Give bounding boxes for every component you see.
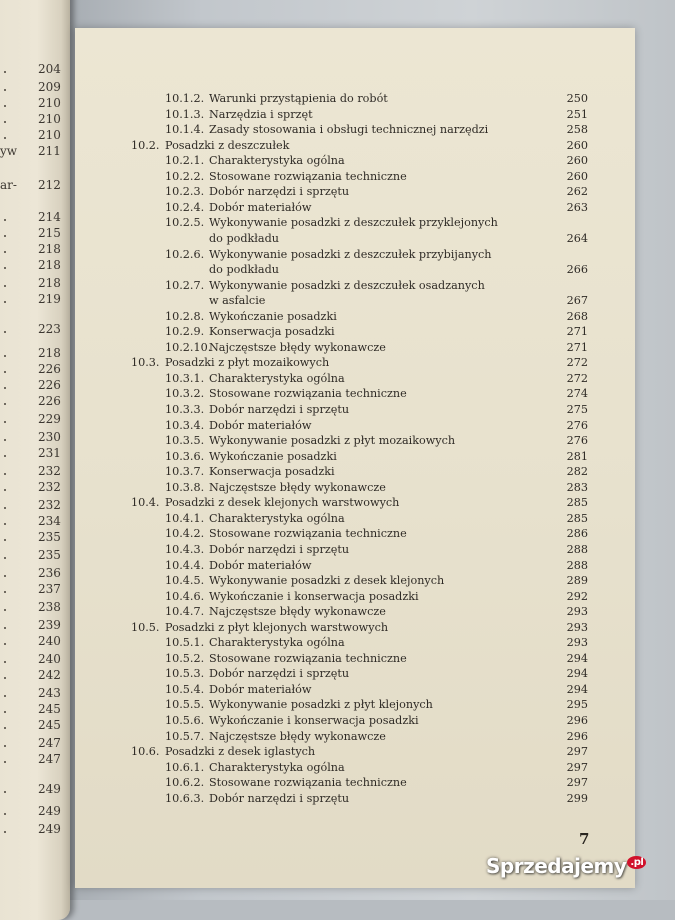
toc-title: Zasady stosowania i obsługi technicznej narzędzi	[209, 123, 489, 137]
toc-entry	[165, 776, 588, 791]
toc-page-number: 258	[566, 123, 588, 137]
left-toc-page-number: 231	[38, 446, 61, 460]
leader-dot	[4, 355, 6, 357]
toc-title: Charakterystyka ogólna	[209, 154, 345, 168]
left-toc-page-number: 237	[38, 582, 61, 596]
toc-entry	[165, 201, 588, 216]
toc-number: 10.5.2.	[165, 651, 205, 665]
left-toc-page-number: 232	[38, 498, 61, 512]
toc-number: 10.4.2.	[165, 527, 205, 541]
toc-entry	[165, 294, 588, 309]
toc-number: 10.6.	[131, 745, 160, 759]
toc-title: w asfalcie	[209, 294, 266, 308]
left-toc-page-number: 212	[38, 178, 61, 192]
left-toc-page-number: 226	[38, 378, 61, 392]
toc-title: Charakterystyka ogólna	[209, 636, 345, 650]
toc-entry	[165, 605, 588, 620]
toc-page-number: 292	[566, 589, 588, 603]
toc-entry	[165, 216, 588, 231]
toc-entry	[165, 543, 588, 558]
left-toc-page-number: 249	[38, 822, 61, 836]
toc-page-number: 272	[566, 356, 588, 370]
toc-page-number: 281	[566, 449, 588, 463]
leader-dot	[4, 727, 6, 729]
leader-dot	[4, 745, 6, 747]
toc-entry	[165, 698, 588, 713]
left-toc-page-number: 234	[38, 514, 61, 528]
toc-title: Dobór narzędzi i sprzętu	[209, 542, 350, 556]
toc-page-number: 271	[566, 340, 588, 354]
toc-entry	[165, 232, 588, 247]
leader-dot	[4, 421, 6, 423]
toc-title: Najczęstsze błędy wykonawcze	[209, 340, 386, 354]
toc-number: 10.6.1.	[165, 760, 205, 774]
toc-page-number: 285	[566, 496, 588, 510]
toc-entry	[165, 465, 588, 480]
toc-entry	[165, 481, 588, 496]
leader-dot	[4, 489, 6, 491]
left-toc-page-number: 218	[38, 242, 61, 256]
toc-number: 10.4.3.	[165, 542, 205, 556]
toc-number: 10.5.3.	[165, 667, 205, 681]
toc-entry	[165, 559, 588, 574]
toc-title: Charakterystyka ogólna	[209, 511, 345, 525]
toc-number: 10.5.5.	[165, 698, 205, 712]
toc-entry	[165, 450, 588, 465]
toc-entry	[165, 123, 588, 138]
toc-page-number: 295	[566, 698, 588, 712]
toc-page-number: 276	[566, 418, 588, 432]
toc-page-number: 250	[566, 92, 588, 105]
toc-title: Posadzki z deszczułek	[165, 138, 290, 152]
toc-number: 10.2.6.	[165, 247, 205, 261]
toc-entry	[131, 621, 588, 636]
leader-dot	[4, 711, 6, 713]
toc-title: Narzędzia i sprzęt	[209, 107, 313, 121]
leader-dot	[4, 791, 6, 793]
leader-dot	[4, 455, 6, 457]
left-toc-fragment: ar-	[0, 178, 17, 192]
leader-dot	[4, 507, 6, 509]
left-toc-page-number: 235	[38, 530, 61, 544]
toc-title: Stosowane rozwiązania techniczne	[209, 776, 407, 790]
toc-page-number: 260	[566, 154, 588, 168]
toc-title: Dobór materiałów	[209, 418, 312, 432]
toc-number: 10.3.6.	[165, 449, 205, 463]
toc-title: Wykończanie i konserwacja posadzki	[209, 714, 419, 727]
left-toc-page-number: 232	[38, 464, 61, 478]
leader-dot	[4, 609, 6, 611]
toc-page-number: 274	[566, 387, 588, 401]
toc-number: 10.4.1.	[165, 511, 205, 525]
left-toc-page-number: 210	[38, 128, 61, 142]
toc-number: 10.2.3.	[165, 185, 205, 199]
toc-title: Charakterystyka ogólna	[209, 371, 345, 385]
toc-page-number: 263	[566, 200, 588, 214]
toc-title: Dobór narzędzi i sprzętu	[209, 667, 350, 681]
left-toc-page-number: 235	[38, 548, 61, 562]
toc-entry	[165, 574, 588, 589]
toc-title: Posadzki z desek iglastych	[165, 745, 316, 759]
left-toc-page-number: 226	[38, 394, 61, 408]
leader-dot	[4, 89, 6, 91]
toc-page-number: 266	[566, 263, 588, 277]
toc-entry	[165, 185, 588, 200]
toc-number: 10.2.9.	[165, 325, 205, 339]
left-toc-page-number: 210	[38, 96, 61, 110]
leader-dot	[4, 523, 6, 525]
toc-entry	[165, 325, 588, 340]
toc-number: 10.6.3.	[165, 791, 205, 805]
toc-title: Stosowane rozwiązania techniczne	[209, 387, 407, 401]
leader-dot	[4, 539, 6, 541]
left-page	[0, 0, 70, 920]
leader-dot	[4, 661, 6, 663]
toc-page-number: 260	[566, 138, 588, 152]
leader-dot	[4, 285, 6, 287]
toc-number: 10.3.7.	[165, 465, 205, 479]
toc-title: Najczęstsze błędy wykonawcze	[209, 605, 386, 619]
toc-page-number: 260	[566, 169, 588, 183]
toc-title: Posadzki z desek klejonych warstwowych	[165, 496, 400, 510]
toc-page-number: 297	[566, 760, 588, 774]
toc-title: Dobór materiałów	[209, 200, 312, 214]
toc-page-number: 294	[566, 682, 588, 696]
toc-number: 10.1.3.	[165, 107, 205, 121]
toc-title: Stosowane rozwiązania techniczne	[209, 169, 407, 183]
left-toc-page-number: 243	[38, 686, 61, 700]
toc-page-number: 283	[566, 480, 588, 494]
left-toc-page-number: 247	[38, 752, 61, 766]
toc-entry	[165, 263, 588, 278]
toc-title: Najczęstsze błędy wykonawcze	[209, 480, 386, 494]
toc-page-number: 271	[566, 325, 588, 339]
toc-title: Wykonywanie posadzki z deszczułek przybijanych	[209, 247, 492, 261]
toc-title: Wykonywanie posadzki z deszczułek przyklejonych	[209, 216, 498, 230]
toc-entry	[165, 590, 588, 605]
leader-dot	[4, 301, 6, 303]
leader-dot	[4, 695, 6, 697]
toc-number: 10.2.4.	[165, 200, 205, 214]
toc-page-number: 268	[566, 309, 588, 323]
toc-entry	[165, 279, 588, 294]
left-toc-page-number: 218	[38, 258, 61, 272]
toc-page-number: 288	[566, 542, 588, 556]
toc-title: Wykonywanie posadzki z desek klejonych	[209, 574, 445, 588]
toc-number: 10.3.2.	[165, 387, 205, 401]
sprzedajemy-watermark	[486, 854, 646, 878]
left-toc-page-number: 214	[38, 210, 61, 224]
left-toc-page-number: 226	[38, 362, 61, 376]
left-toc-page-number: 218	[38, 276, 61, 290]
toc-page-number: 275	[566, 403, 588, 416]
leader-dot	[4, 371, 6, 373]
leader-dot	[4, 627, 6, 629]
toc-entry	[165, 154, 588, 169]
toc-title: Stosowane rozwiązania techniczne	[209, 651, 407, 665]
left-toc-page-number: 232	[38, 480, 61, 494]
left-toc-page-number: 240	[38, 634, 61, 648]
toc-number: 10.2.7.	[165, 278, 205, 292]
toc-entry	[165, 387, 588, 402]
toc-title: do podkładu	[209, 231, 279, 245]
left-toc-page-number: 247	[38, 736, 61, 750]
toc-page-number: 282	[566, 465, 588, 479]
leader-dot	[4, 761, 6, 763]
toc-title: do podkładu	[209, 263, 279, 277]
toc-title: Konserwacja posadzki	[209, 325, 335, 339]
toc-number: 10.3.8.	[165, 480, 205, 494]
leader-dot	[4, 643, 6, 645]
left-toc-page-number: 249	[38, 804, 61, 818]
toc-title: Wykonywanie posadzki z płyt klejonych	[209, 698, 433, 712]
toc-entry	[165, 512, 588, 527]
toc-number: 10.2.2.	[165, 169, 205, 183]
toc-entry	[131, 496, 588, 511]
leader-dot	[4, 387, 6, 389]
toc-page-number: 251	[566, 107, 588, 121]
leader-dot	[4, 557, 6, 559]
toc-title: Wykończanie i konserwacja posadzki	[209, 589, 419, 603]
leader-dot	[4, 105, 6, 107]
toc-number: 10.1.2.	[165, 92, 205, 105]
toc-title: Warunki przystąpienia do robót	[209, 92, 388, 105]
toc-entry	[165, 792, 588, 807]
left-toc-page-number: 218	[38, 346, 61, 360]
toc-title: Wykonywanie posadzki z deszczułek osadzanych	[209, 278, 485, 292]
toc-number: 10.4.	[131, 496, 160, 510]
toc-number: 10.3.3.	[165, 403, 205, 416]
toc-page-number: 296	[566, 729, 588, 743]
toc-page-number: 264	[566, 231, 588, 245]
toc-entry	[165, 92, 588, 107]
toc-number: 10.3.1.	[165, 371, 205, 385]
toc-number: 10.3.4.	[165, 418, 205, 432]
toc-page-number: 285	[566, 511, 588, 525]
toc-number: 10.5.6.	[165, 714, 205, 727]
toc-entry	[165, 372, 588, 387]
toc-number: 10.6.2.	[165, 776, 205, 790]
toc-page-number: 296	[566, 714, 588, 727]
leader-dot	[4, 403, 6, 405]
toc-title: Wykończanie posadzki	[209, 309, 337, 323]
toc-number: 10.4.5.	[165, 574, 205, 588]
toc-entry	[165, 310, 588, 325]
toc-entry	[165, 667, 588, 682]
toc-title: Charakterystyka ogólna	[209, 760, 345, 774]
toc-entry	[165, 730, 588, 745]
leader-dot	[4, 121, 6, 123]
toc-entry	[165, 434, 588, 449]
left-toc-page-number: 249	[38, 782, 61, 796]
leader-dot	[4, 575, 6, 577]
toc-entry	[165, 248, 588, 263]
toc-number: 10.5.4.	[165, 682, 205, 696]
leader-dot	[4, 219, 6, 221]
left-toc-page-number: 236	[38, 566, 61, 580]
toc-number: 10.4.6.	[165, 589, 205, 603]
leader-dot	[4, 813, 6, 815]
toc-page-number: 297	[566, 776, 588, 790]
watermark-tld: .pl	[627, 856, 646, 869]
left-toc-page-number: 229	[38, 412, 61, 426]
right-page	[75, 28, 635, 888]
toc-page-number: 272	[566, 371, 588, 385]
leader-dot	[4, 439, 6, 441]
leader-dot	[4, 137, 6, 139]
left-toc-page-number: 210	[38, 112, 61, 126]
toc-entry	[165, 341, 588, 356]
toc-title: Dobór materiałów	[209, 558, 312, 572]
toc-page-number: 293	[566, 605, 588, 619]
toc-entry	[165, 761, 588, 776]
toc-title: Posadzki z płyt klejonych warstwowych	[165, 620, 389, 634]
toc-page-number: 288	[566, 558, 588, 572]
toc-title: Dobór narzędzi i sprzętu	[209, 185, 350, 199]
toc-number: 10.5.7.	[165, 729, 205, 743]
toc-number: 10.3.	[131, 356, 160, 370]
toc-number: 10.4.7.	[165, 605, 205, 619]
toc-entry	[131, 356, 588, 371]
toc-entry	[131, 745, 588, 760]
page-number: 7	[579, 830, 590, 848]
left-toc-page-number: 238	[38, 600, 61, 614]
toc-page-number: 293	[566, 636, 588, 650]
toc-title: Stosowane rozwiązania techniczne	[209, 527, 407, 541]
watermark-brand: Sprzedajemy	[486, 854, 627, 878]
toc-entry	[165, 403, 588, 418]
toc-title: Najczęstsze błędy wykonawcze	[209, 729, 386, 743]
toc-page-number: 276	[566, 434, 588, 448]
toc-title: Dobór narzędzi i sprzętu	[209, 403, 350, 416]
left-toc-page-number: 239	[38, 618, 61, 632]
toc-page-number: 286	[566, 527, 588, 541]
toc-number: 10.2.	[131, 138, 160, 152]
left-toc-page-number: 245	[38, 718, 61, 732]
leader-dot	[4, 235, 6, 237]
toc-page-number: 297	[566, 745, 588, 759]
toc-number: 10.2.10.	[165, 340, 212, 354]
toc-page-number: 294	[566, 667, 588, 681]
left-toc-fragment: yw	[0, 144, 18, 158]
toc-title: Wykończanie posadzki	[209, 449, 337, 463]
leader-dot	[4, 677, 6, 679]
left-toc-page-number: 219	[38, 292, 61, 306]
left-toc-page-number: 211	[38, 144, 61, 158]
leader-dot	[4, 71, 6, 73]
toc-number: 10.4.4.	[165, 558, 205, 572]
left-toc-page-number: 245	[38, 702, 61, 716]
toc-entry	[165, 714, 588, 729]
left-toc-page-number: 223	[38, 322, 61, 336]
leader-dot	[4, 591, 6, 593]
toc-number: 10.3.5.	[165, 434, 205, 448]
left-toc-page-number: 209	[38, 80, 61, 94]
toc-page-number: 294	[566, 651, 588, 665]
toc-page-number: 262	[566, 185, 588, 199]
toc-title: Wykonywanie posadzki z płyt mozaikowych	[209, 434, 456, 448]
toc-title: Dobór narzędzi i sprzętu	[209, 791, 350, 805]
toc-page-number: 267	[566, 294, 588, 308]
left-toc-page-number: 230	[38, 430, 61, 444]
toc-entry	[131, 139, 588, 154]
left-toc-page-number: 215	[38, 226, 61, 240]
toc-entry	[165, 636, 588, 651]
toc-number: 10.2.5.	[165, 216, 205, 230]
toc-title: Konserwacja posadzki	[209, 465, 335, 479]
toc-page-number: 293	[566, 620, 588, 634]
leader-dot	[4, 473, 6, 475]
toc-title: Posadzki z płyt mozaikowych	[165, 356, 330, 370]
toc-entry	[165, 419, 588, 434]
toc-entry	[165, 170, 588, 185]
toc-number: 10.2.8.	[165, 309, 205, 323]
toc-entry	[165, 652, 588, 667]
toc-number: 10.2.1.	[165, 154, 205, 168]
toc-number: 10.5.	[131, 620, 160, 634]
toc-number: 10.1.4.	[165, 123, 205, 137]
toc-entry	[165, 527, 588, 542]
toc-title: Dobór materiałów	[209, 682, 312, 696]
toc-number: 10.5.1.	[165, 636, 205, 650]
left-toc-page-number: 242	[38, 668, 61, 682]
toc-page-number: 299	[566, 791, 588, 805]
toc-entry	[165, 108, 588, 123]
left-toc-page-number: 204	[38, 62, 61, 76]
leader-dot	[4, 331, 6, 333]
toc-entry	[165, 683, 588, 698]
leader-dot	[4, 267, 6, 269]
left-toc-page-number: 240	[38, 652, 61, 666]
toc-page-number: 289	[566, 574, 588, 588]
leader-dot	[4, 251, 6, 253]
leader-dot	[4, 831, 6, 833]
